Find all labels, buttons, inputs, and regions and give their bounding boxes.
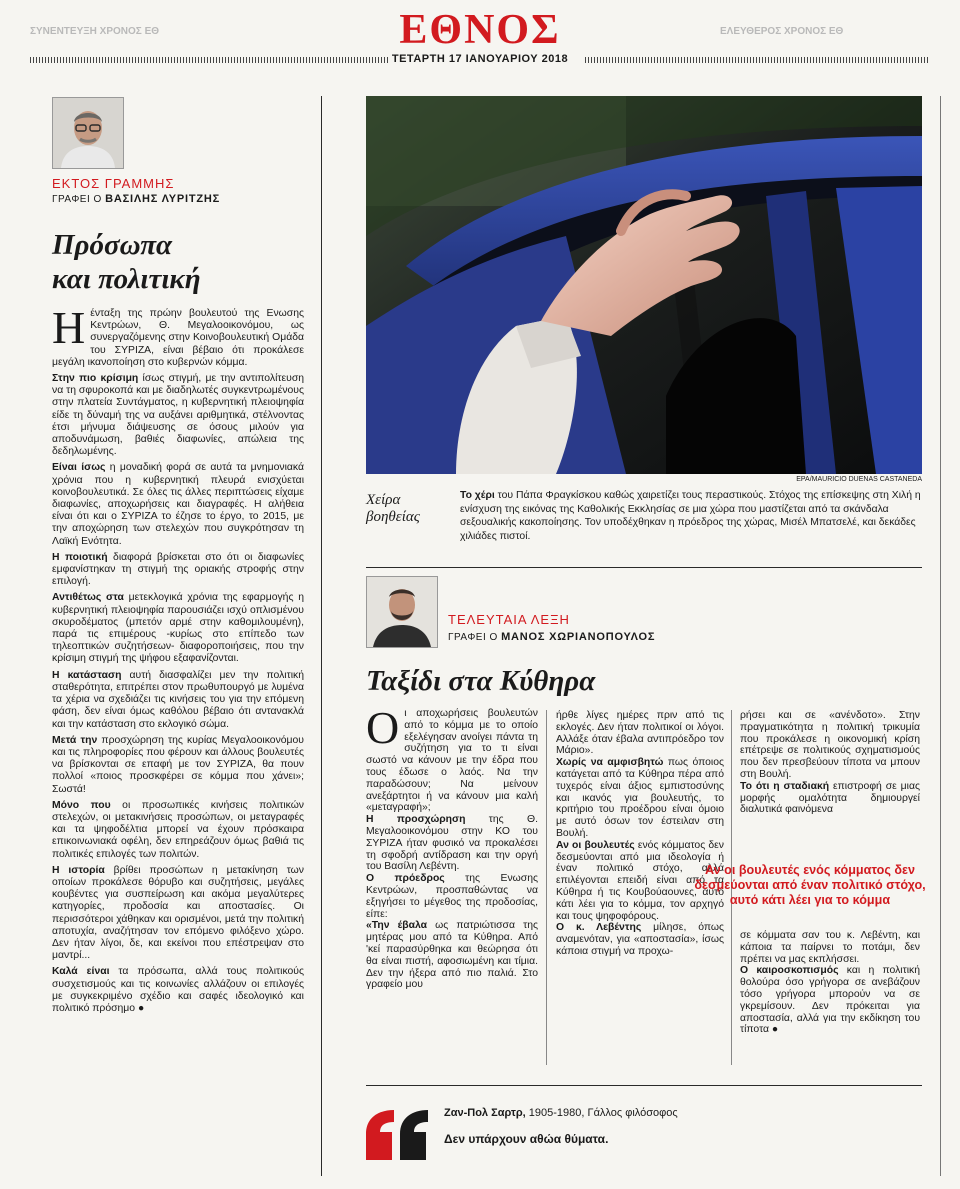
left-byline <box>52 193 220 205</box>
left-paragraph-4: Η ποιοτική διαφορά βρίσκεται στο ότι οι διαφωνίες εμφανίστηκαν τη στιγμή της οριακής στροφής στην επιλογή. <box>52 551 304 588</box>
right-col-3-top <box>740 710 920 816</box>
author-portrait-icon-2 <box>367 577 437 647</box>
masthead <box>0 0 960 70</box>
right-c2-paragraph-4: Ο κ. Λεβέντης μίλησε, όπως αναμενόταν, για «αποστασία», ίσως κάποια στιγμή να προχω- <box>556 922 724 957</box>
column-divider-left <box>321 96 322 1176</box>
left-paragraph-2: Στην πιο κρίσιμη ίσως στιγμή, με την αντιπολίτευση να τη σφυροκοπά και με διαδηλωτές συγκεντρωμένους στην πλατεία Συντάγματος, η κυβερνητική πλειοψηφία είδε τη δύναμή της να αυξάνει αριθμητικά, στέλνοντας έτσι μήνυμα διάψευσης σε όσους μιλούν για αποδυνάμωση, βαθιές διαφωνίες, απώλεια της δεδηλωμένης. <box>52 373 305 458</box>
left-end-mark: ● <box>137 1002 145 1014</box>
left-paragraph-1: Ηένταξη της πρώην βουλευτού της Ενωσης Κεντρώων, Θ. Μεγαλοοικονόμου, ως συνεργαζόμενης στην Κοινοβουλευτική Ομάδα του ΣΥΡΙΖΑ, είναι βέβαιο ότι προκάλεσε μεγάλη ικανοποίηση στο κυβερνών κόμμα. <box>52 302 304 368</box>
right-c1-paragraph-3: Ο πρόεδρος της Ενωσης Κεντρώων, προσπαθώντας να εξηγήσει το μέγεθος της προδοσίας, είπε: <box>366 873 538 920</box>
left-paragraph-9: Η ιστορία βρίθει προσώπων η μετακίνηση των οποίων προκάλεσε θόρυβο και συζητήσεις, μεγάλες κουβέντες για συσπείρωση και ακόμα μεγαλύτερες κατηγορίες, προδοσία και αποστασίες. Οι περισσότεροι χάθηκαν και ορισμένοι, μετά την πολιτική αποτυχία, αναζήτησαν τον επόμενο φιλόξενο χώρο. Δεν ήταν λίγοι, δε, και εκείνοι που επέστρεψαν στο μαντρί... <box>52 864 304 962</box>
right-dropcap: Ο <box>366 702 400 753</box>
right-col-3-bottom <box>740 930 920 1036</box>
quote-mark-icon <box>364 1106 434 1162</box>
left-paragraph-6: Η κατάσταση αυτή διασφαλίζει μεν την πολιτική σταθερότητα, επιτρέπει στον πρωθυπουργό με λυμένα τα χέρια να σχεδιάζει τις κινήσεις του για την επόμενη φάση, δεν είναι όμως καθόλου βέβαιο ότι αντανακλά και την κατάσταση στο εκλογικό σώμα. <box>52 669 304 730</box>
left-paragraph-3: Είναι ίσως η μοναδική φορά σε αυτά τα μνημονιακά χρόνια που η κυβερνητική πλευρά ενισχύεται κοινοβουλευτικά. Σε όλες τις άλλες περιπτώσεις είχαμε διαφωνίες, αποχωρήσεις και διαγραφές. Η αλήθεια είναι ότι και ο ΣΥΡΙΖΑ το έζησε το έργο, το 2015, με την αποχώρηση των στελεχών που συγκρότησαν τη Λαϊκή Ενότητα. <box>52 462 304 547</box>
right-end-mark: ● <box>771 1024 779 1036</box>
photo-caption-title-line1: Χείρα <box>366 492 401 508</box>
pope-hand-photo <box>366 96 922 474</box>
left-headline-line2: και πολιτική <box>52 263 201 295</box>
left-paragraph-5: Αντιθέτως στα μετεκλογικά χρόνια της εφαρμογής η κυβερνητική πλειοψηφία παρουσιάζει ισχύ οπλισμένου σκυροδέματος (μπετόν αρμέ στην καθομιλουμένη), παρά τις επιμέρους -κυρίως στο επίπεδο των τηλεοπτικών συζητήσεων- διαφοροποιήσεις, που την κρίσιμη στιγμή της ψήφου εξαφανίζονται. <box>52 592 305 665</box>
photo-credit: EPA/MAURICIO DUENAS CASTANEDA <box>796 476 922 483</box>
left-headline <box>52 228 312 296</box>
left-article-body <box>52 302 305 1015</box>
left-author-name: ΒΑΣΙΛΗΣ ΛΥΡΙΤΖΗΣ <box>105 193 221 205</box>
right-c2-paragraph-1: ήρθε λίγες ημέρες πριν από τις εκλογές. Δεν ήταν πολιτικοί οι λόγοι. Αλλάξε όταν έβαλα αντιπρόεδρο τον Μάριο». <box>556 710 724 757</box>
masthead-rule-right <box>585 57 930 63</box>
author-photo-chorianopoulos <box>366 576 436 646</box>
right-c3-paragraph-3: σε κόμματα σαν του κ. Λεβέντη, και κάποια τα παίρνει το ποτάμι, δεν πρέπει να μας εκπλήσσει. <box>740 930 920 965</box>
masthead-ghost-left: ΣΥΝΕΝΤΕΥΞΗ ΧΡΟΝΟΣ ΕΘ <box>30 26 160 37</box>
author-photo-lyritzis <box>52 97 122 167</box>
masthead-ghost-right: ΕΛΕΥΘΕΡΟΣ ΧΡΟΝΟΣ ΕΘ <box>720 26 844 37</box>
column-tag-teleutaia-lexi: ΤΕΛΕΥΤΑΙΑ ΛΕΞΗ <box>448 612 570 627</box>
left-paragraph-7: Μετά την προσχώρηση της κυρίας Μεγαλοοικονόμου και τις πληροφορίες που φέρουν και άλλους βουλευτές να βρίσκονται σε επαφή με τον ΣΥΡΙΖΑ, θα πουν πολλοί «ποιος προσκφέρει σε κόμμα που χάνει»; Σωστά! <box>52 734 304 795</box>
right-c2-paragraph-3: Αν οι βουλευτές ενός κόμματος δεν δεσμεύονται από μια ιδεολογία ή έναν πολιτικό στόχο, αλλά επιλέγονται επειδή είναι από τα Κύθηρα ή τις Κουβούαουνες, αυτό κάτι λέει για το κόμμα, τον αρχηγό και τους ψηφοφόρους. <box>556 839 724 922</box>
right-c2-paragraph-2: Χωρίς να αμφισβητώ πως όποιος κατάγεται από τα Κύθηρα πέρα από τυχερός είναι άξιος εμπιστοσύνης και ικανός για βουλευτής, το κριτήριο του προέδρου είναι όμοιο με αυτό όσων τον έστειλαν στη Βουλή. <box>556 757 724 839</box>
author-portrait-icon <box>53 98 123 168</box>
right-c3-paragraph-1: ρήσει και σε «ανένδοτο». Στην πραγματικότητα η πολιτική τρικυμία που προκάλεσε η οικονομική κρίση επέτρεψε σε πολιτικούς σχηματισμούς που δεν πρεσβεύουν τίποτα να μπουν στη Βουλή. <box>740 710 920 780</box>
column-divider-right-1 <box>546 710 547 1065</box>
right-c1-paragraph-4: «Την έβαλα ως πατριώτισσα της μητέρας μου από τα Κύθηρα. Από 'κεί παρασύρθηκα και θεώρησα ότι θα είναι πιστή, αφοσιωμένη και τίμια. Δεν την ήξερα από πιο παλιά. Στο γραφείο μου <box>366 920 538 991</box>
photo-caption-title <box>366 492 456 526</box>
right-c1-paragraph-1: Οι αποχωρήσεις βουλευτών από το κόμμα με το οποίο εξελέγησαν ανοίγει πάντα τη συζήτηση για το τι είναι σωστό να κάνουν με την έδρα που τους έδωσε ο λαός. Να την παραδώσουν; Να μείνουν ανεξάρτητοι ή να κάνουν μια καλή «μεταγραφή»; <box>366 702 538 814</box>
quote-text: Δεν υπάρχουν αθώα θύματα. <box>444 1132 609 1146</box>
right-col-1 <box>366 702 538 991</box>
right-byline-prefix: ΓΡΑΦΕΙ Ο <box>448 632 498 643</box>
left-paragraph-8: Μόνο που οι προσωπικές κινήσεις πολιτικών στελεχών, οι μετακινήσεις προσώπων, οι μεταγραφές και τα ψηφοδέλτια μπορεί να έχουν πρόσκαιρα επικοινωνιακά οφέλη, δεν επηρεάζουν όμως βαθιά τις πολιτικές επιλογές των πολιτών. <box>52 799 305 860</box>
section-divider <box>366 567 922 568</box>
right-c3-paragraph-2: Το ότι η σταδιακή επιστροφή σε μιας μορφής ομαλότητα δημιουργεί διαλυτικά φαινόμενα <box>740 780 920 816</box>
red-quote-glyph <box>364 1106 434 1162</box>
left-paragraph-10: Καλά είναι τα πρόσωπα, αλλά τους πολιτικούς συσχετισμούς και τις κοινωνίες αλλάζουν οι επιλογές με συγκεκριμένο σχέδιο και σαφές ιδεολογικό και πολιτικό πρόσημο ● <box>52 966 305 1014</box>
newspaper-logo: ΕΘΝΟΣ <box>399 7 561 53</box>
left-dropcap: Η <box>52 302 86 353</box>
pull-quote: Αν οι βουλευτές ενός κόμματος δεν δεσμεύονται από έναν πολιτικό στόχο, αυτό κάτι λέει για το κόμμα <box>694 863 926 907</box>
quote-box-divider <box>366 1085 922 1086</box>
column-divider-right <box>940 96 941 1176</box>
quote-author: Ζαν-Πολ Σαρτρ, 1905-1980, Γάλλος φιλόσοφος <box>444 1107 678 1119</box>
right-c1-paragraph-2: Η προσχώρηση της Θ. Μεγαλοοικονόμου στην ΚΟ του ΣΥΡΙΖΑ ήταν φυσικό να προκαλέσει τη σφοδρή αντίδραση και την οργή του Βασίλη Λεβέντη. <box>366 814 538 873</box>
right-author-name: ΜΑΝΟΣ ΧΩΡΙΑΝΟΠΟΥΛΟΣ <box>501 631 656 643</box>
issue-date: ΤΕΤΑΡΤΗ 17 ΙΑΝΟΥΑΡΙΟΥ 2018 <box>391 53 569 65</box>
right-byline <box>448 631 655 643</box>
photo-car-window-hand <box>366 96 922 474</box>
photo-caption-text: Το χέρι του Πάπα Φραγκίσκου καθώς χαιρετίζει τους περαστικούς. Στόχος της επίσκεψης στη Χιλή η ενίσχυση της εικόνας της Καθολικής Εκκλησίας σε μια χώρα που μαστίζεται από τα σκάνδαλα σεξουαλικής κακοποίησης. Τον υποδέχθηκαν η πρόεδρος της χώρας, Μισέλ Μπατσελέ, και δεκάδες χιλιάδες πιστοί. <box>460 490 921 542</box>
right-headline: Ταξίδι στα Κύθηρα <box>366 665 596 697</box>
right-c3-paragraph-4: Ο καιροσκοπισμός και η πολιτική θολούρα όσο γρήγορα σε ανεβάζουν τόσο γρήγορα μπορούν να σε γκρεμίσουν. Δεν πρόκειται για αποστασία, αλλά για την εκδίκηση του τίποτα ● <box>740 965 920 1036</box>
column-tag-ektos-grammis: ΕΚΤΟΣ ΓΡΑΜΜΗΣ <box>52 176 175 191</box>
left-byline-prefix: ΓΡΑΦΕΙ Ο <box>52 194 102 205</box>
right-col-2 <box>556 710 724 958</box>
left-headline-line1: Πρόσωπα <box>52 229 173 261</box>
photo-caption-title-line2: βοηθείας <box>366 509 420 525</box>
